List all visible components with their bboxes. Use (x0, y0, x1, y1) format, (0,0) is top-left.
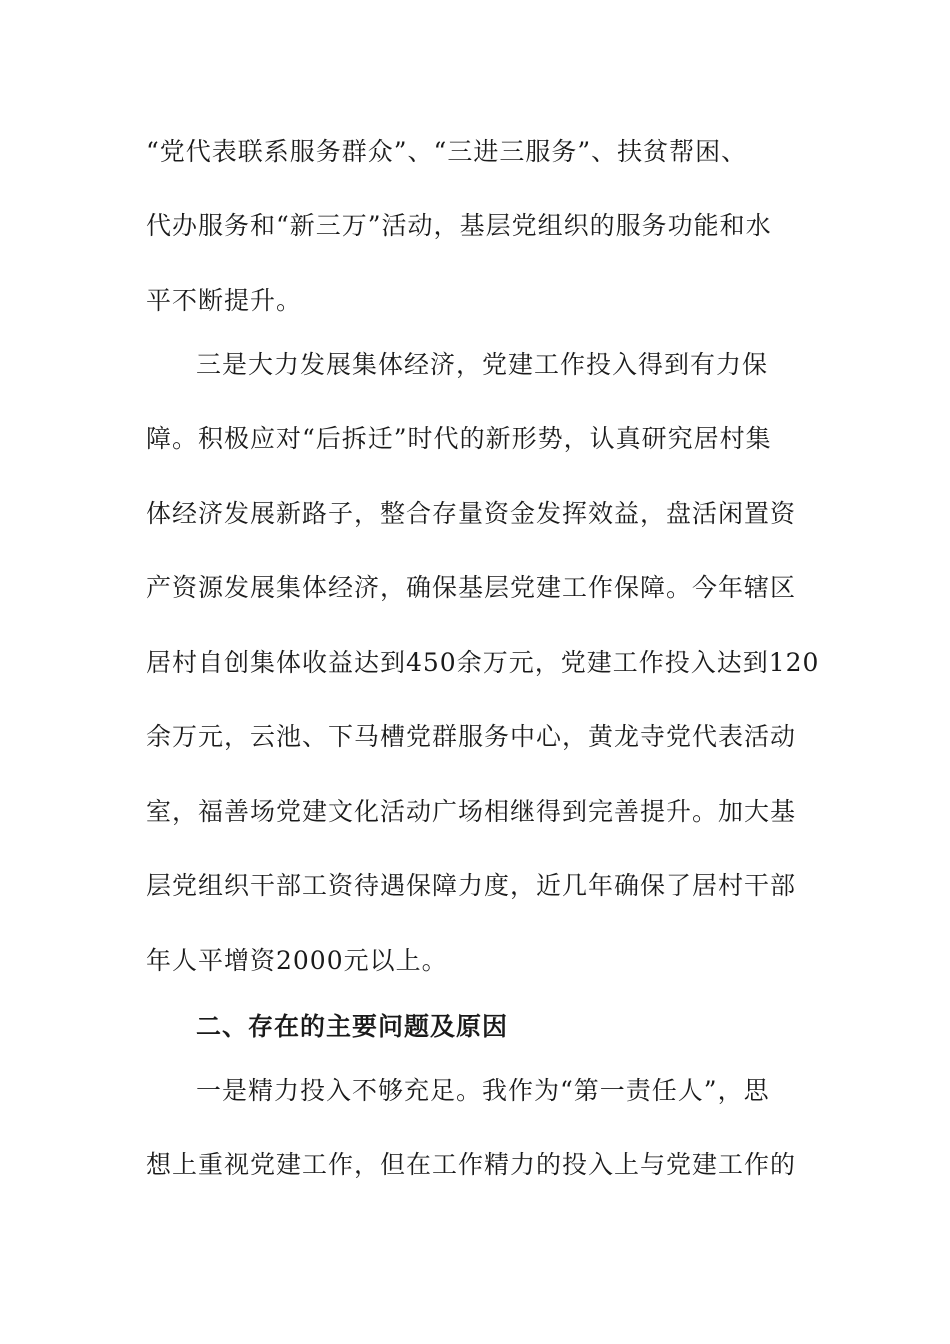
body-text-line: “党代表联系服务群众”、“三进三服务”、扶贫帮困、 (146, 137, 748, 166)
body-text-line: 平不断提升。 (146, 286, 303, 315)
body-text-line: 层党组织干部工资待遇保障力度，近几年确保了居村干部 (146, 871, 797, 900)
body-text-line: 障。积极应对“后拆迁”时代的新形势，认真研究居村集 (146, 424, 772, 453)
body-text-line: 年人平增资2000元以上。 (146, 946, 448, 975)
body-text-line: 体经济发展新路子，整合存量资金发挥效益，盘活闲置资 (146, 499, 797, 528)
paragraph-first-line: 一是精力投入不够充足。我作为“第一责任人”，思 (196, 1076, 770, 1105)
body-text-line: 居村自创集体收益达到450余万元，党建工作投入达到120 (146, 648, 820, 677)
section-heading: 二、存在的主要问题及原因 (196, 1012, 509, 1041)
body-text-line: 想上重视党建工作，但在工作精力的投入上与党建工作的 (146, 1150, 797, 1179)
body-text-line: 余万元，云池、下马槽党群服务中心，黄龙寺党代表活动 (146, 722, 797, 751)
paragraph-first-line: 三是大力发展集体经济，党建工作投入得到有力保 (196, 350, 769, 379)
body-text-line: 产资源发展集体经济，确保基层党建工作保障。今年辖区 (146, 573, 797, 602)
body-text-line: 代办服务和“新三万”活动，基层党组织的服务功能和水 (146, 211, 772, 240)
body-text-line: 室，福善场党建文化活动广场相继得到完善提升。加大基 (146, 797, 797, 826)
